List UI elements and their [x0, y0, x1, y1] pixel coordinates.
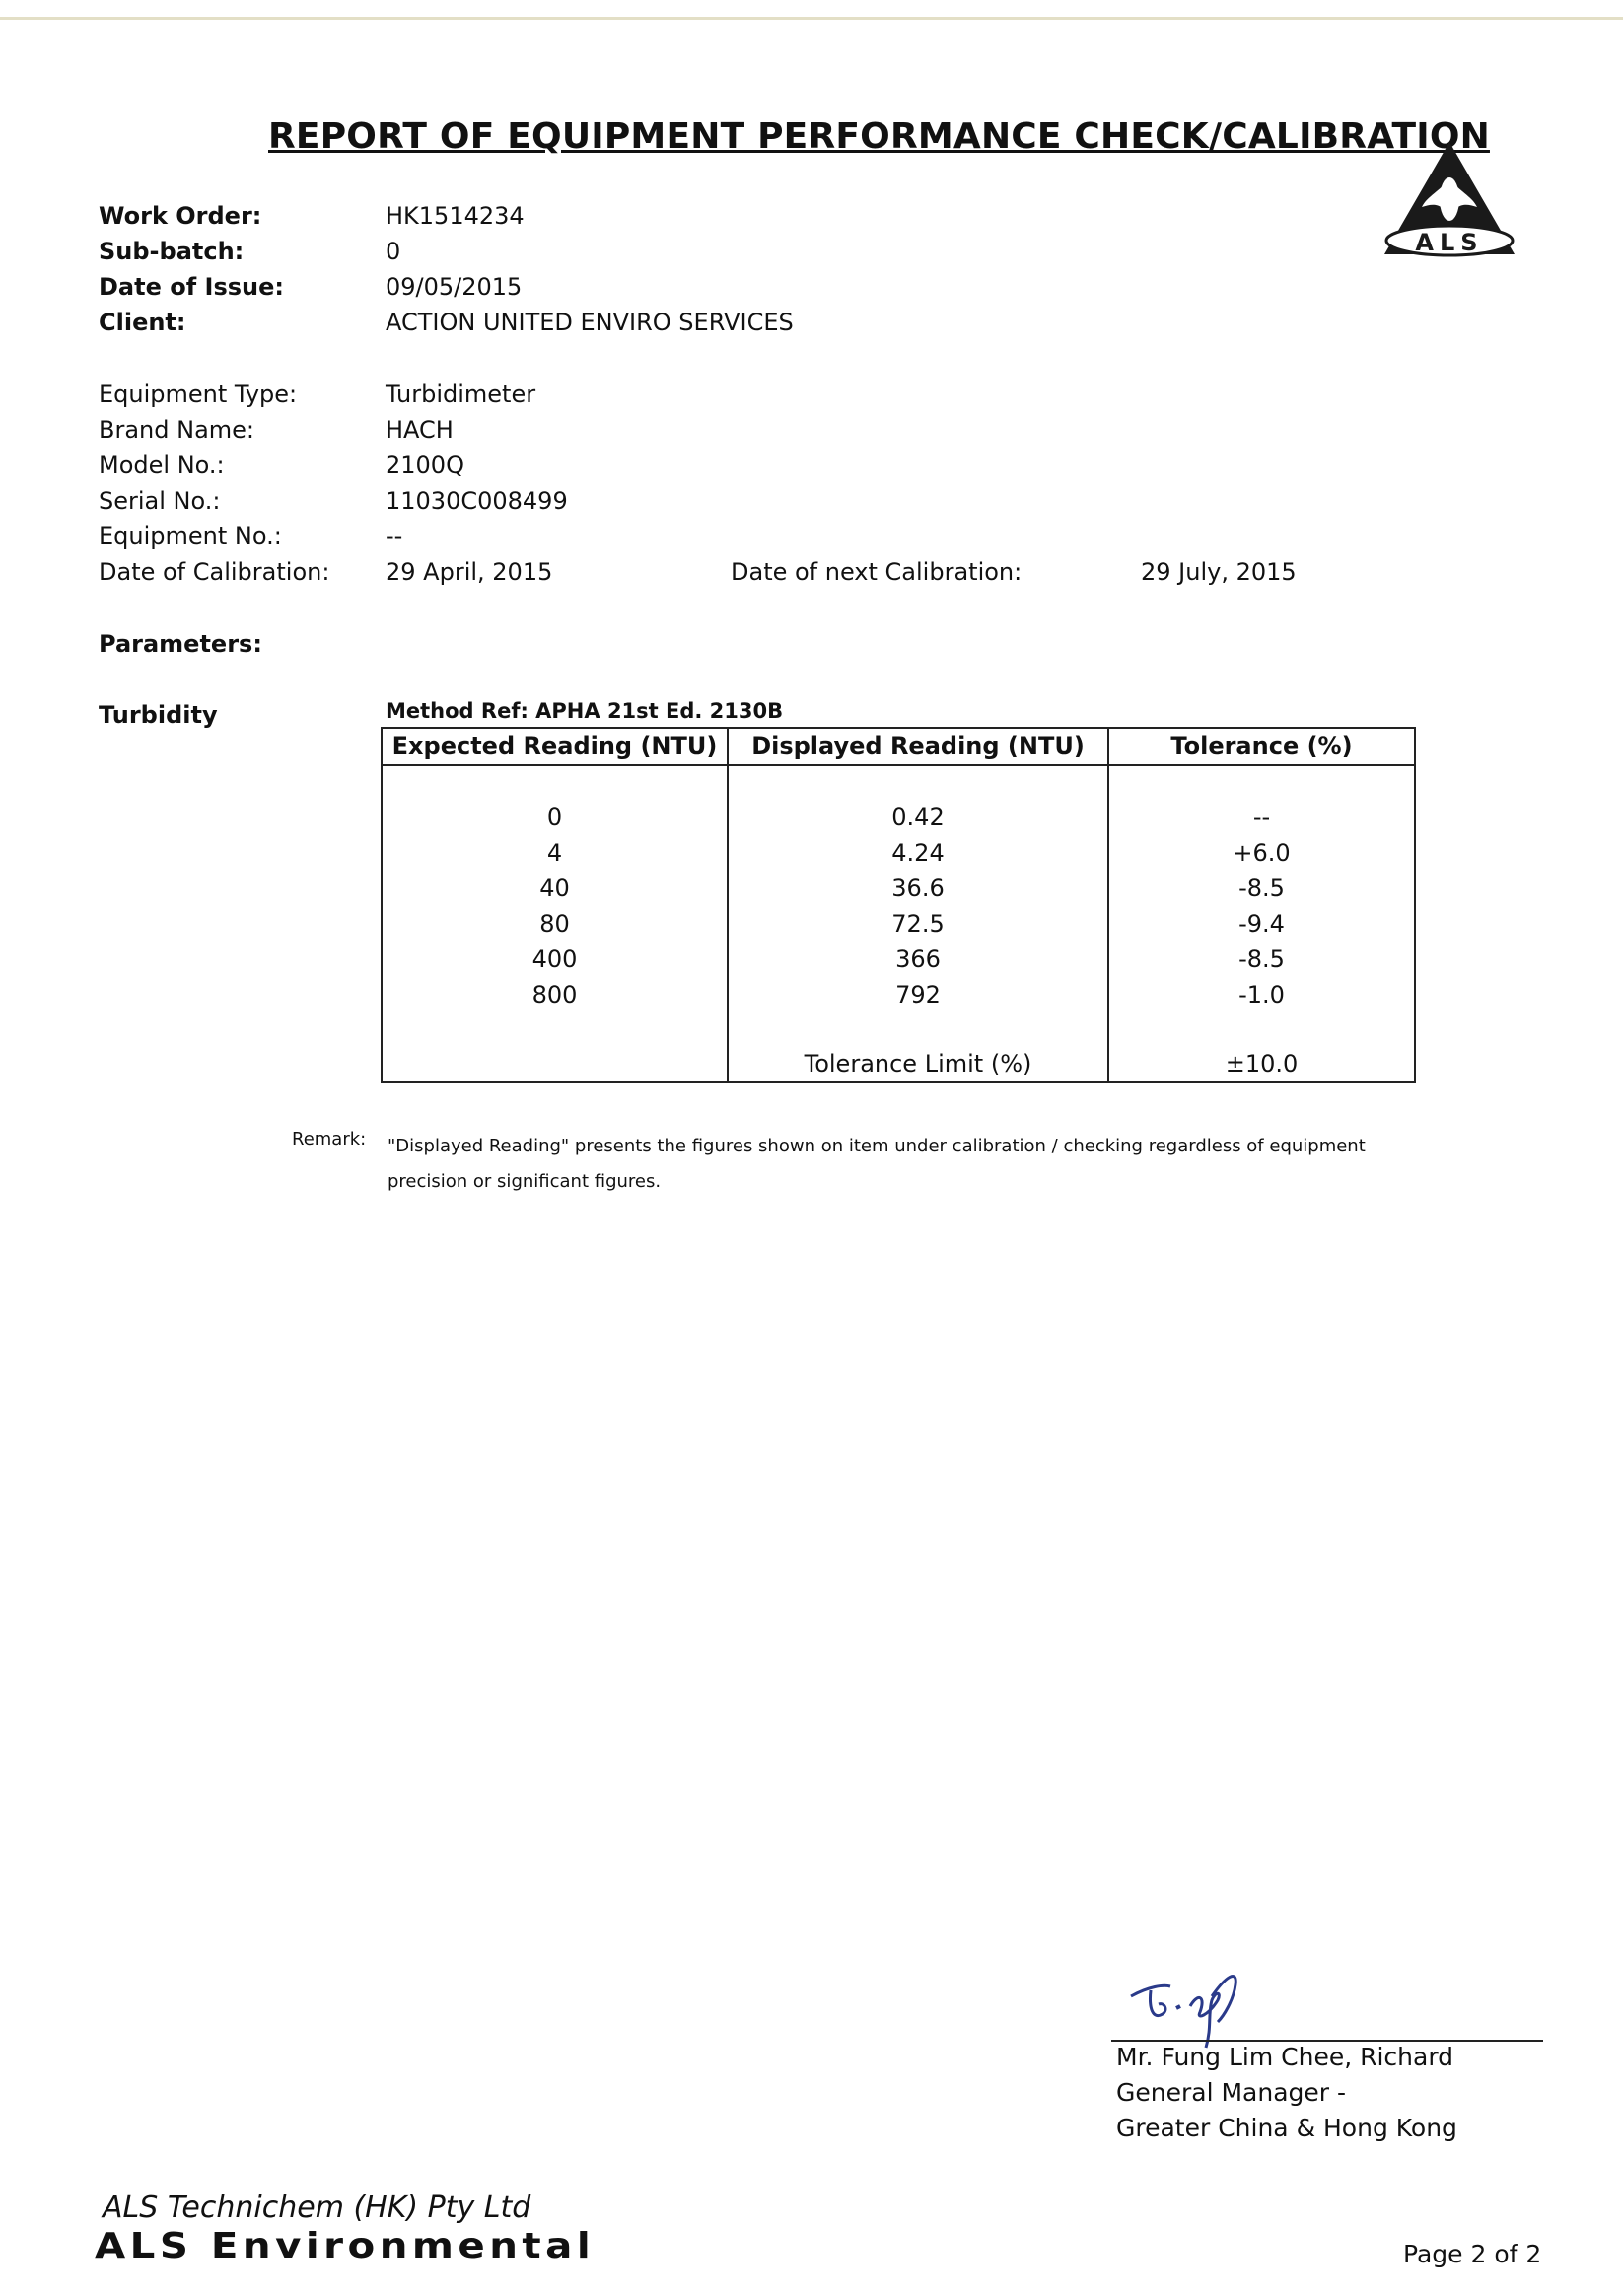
footer-company: ALS Technichem (HK) Pty Ltd	[103, 2191, 531, 2225]
expected-reading-cell: 80	[539, 910, 570, 938]
serial-no-label: Serial No.:	[99, 487, 221, 515]
expected-reading-cell: 400	[531, 945, 578, 973]
next-calibration-value: 29 July, 2015	[1141, 558, 1297, 586]
calibration-date-label: Date of Calibration:	[99, 558, 330, 586]
work-order-value: HK1514234	[386, 202, 525, 230]
remark-label: Remark:	[292, 1129, 367, 1149]
remark-text: "Displayed Reading" presents the figures shown on item under calibration / checking regardless of equipment precision or significant figures.	[388, 1136, 1366, 1192]
calibration-table	[381, 727, 1416, 1083]
signatory-title: General Manager -	[1116, 2078, 1347, 2107]
method-reference: Method Ref: APHA 21st Ed. 2130B	[386, 699, 784, 723]
signatory-region: Greater China & Hong Kong	[1116, 2114, 1457, 2142]
equipment-no-label: Equipment No.:	[99, 522, 282, 550]
equipment-no-value: --	[386, 522, 403, 550]
tolerance-cell: -8.5	[1238, 874, 1285, 902]
brand-name-label: Brand Name:	[99, 416, 255, 444]
serial-no-value: 11030C008499	[386, 487, 568, 515]
page-number: Page 2 of 2	[1403, 2240, 1542, 2268]
date-of-issue-value: 09/05/2015	[386, 273, 523, 301]
header-displayed-reading: Displayed Reading (NTU)	[751, 732, 1085, 760]
header-expected-reading: Expected Reading (NTU)	[391, 732, 718, 760]
tolerance-limit-label: Tolerance Limit (%)	[804, 1050, 1032, 1078]
sub-batch-label: Sub-batch:	[99, 238, 245, 265]
parameter-turbidity: Turbidity	[99, 701, 218, 729]
displayed-reading-cell: 36.6	[891, 874, 945, 902]
client-label: Client:	[99, 309, 186, 336]
tolerance-cell: --	[1252, 803, 1271, 831]
parameters-label: Parameters:	[99, 630, 262, 658]
logo-text: ALS	[1415, 229, 1484, 256]
displayed-reading-cell: 0.42	[891, 803, 945, 831]
tolerance-cell: +6.0	[1233, 839, 1291, 867]
signatory-name: Mr. Fung Lim Chee, Richard	[1116, 2043, 1454, 2071]
work-order-label: Work Order:	[99, 202, 262, 230]
date-of-issue-label: Date of Issue:	[99, 273, 284, 301]
signature-line	[1111, 2040, 1543, 2042]
equipment-type-label: Equipment Type:	[99, 381, 298, 408]
calibration-date-value: 29 April, 2015	[386, 558, 553, 586]
next-calibration-label: Date of next Calibration:	[731, 558, 1023, 586]
tolerance-cell: -9.4	[1238, 910, 1285, 938]
displayed-reading-cell: 72.5	[891, 910, 945, 938]
displayed-reading-cell: 4.24	[891, 839, 945, 867]
sub-batch-value: 0	[386, 238, 401, 265]
brand-name-value: HACH	[386, 416, 454, 444]
client-value: ACTION UNITED ENVIRO SERVICES	[386, 309, 794, 336]
tolerance-cell: -1.0	[1238, 981, 1285, 1009]
expected-reading-cell: 800	[531, 981, 578, 1009]
footer-brand-wordmark: ALS Environmental	[95, 2226, 596, 2266]
displayed-reading-cell: 792	[895, 981, 941, 1009]
report-title: REPORT OF EQUIPMENT PERFORMANCE CHECK/CALIBRATION	[268, 116, 1490, 157]
tolerance-cell: -8.5	[1238, 945, 1285, 973]
displayed-reading-cell: 366	[895, 945, 941, 973]
header-tolerance: Tolerance (%)	[1170, 732, 1353, 760]
model-no-label: Model No.:	[99, 452, 225, 479]
tolerance-limit-value: ±10.0	[1225, 1050, 1299, 1078]
expected-reading-cell: 4	[546, 839, 563, 867]
expected-reading-cell: 40	[539, 874, 570, 902]
table-header-divider	[383, 764, 1414, 766]
als-triangle-logo-icon	[1380, 138, 1518, 266]
equipment-type-value: Turbidimeter	[386, 381, 536, 408]
model-no-value: 2100Q	[386, 452, 464, 479]
expected-reading-cell: 0	[546, 803, 563, 831]
top-rule	[0, 17, 1623, 20]
